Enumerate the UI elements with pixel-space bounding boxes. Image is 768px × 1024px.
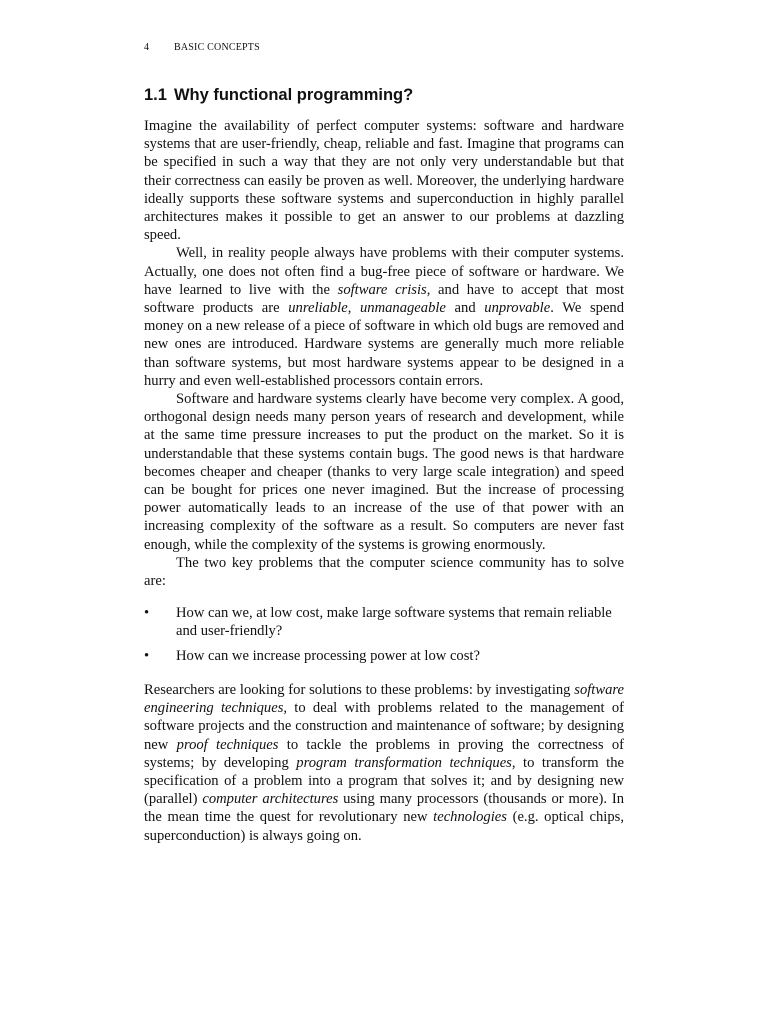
- emphasis-unprovable: unprovable: [484, 300, 551, 317]
- paragraph-5-text-e: using many processors (thousands or more). In the mean time the quest for revolutionary new: [144, 791, 625, 826]
- emphasis-proof-techniques: proof techniques: [176, 736, 279, 753]
- paragraph-5-text-f: (e.g. optical chips, superconduction) is always going on.: [144, 809, 624, 844]
- body-text: [144, 117, 624, 845]
- paragraph-5-text-a: Researchers are looking for solutions to these problems: by investigating: [144, 681, 575, 698]
- emphasis-software-engineering-techniques: software engineering techniques: [144, 681, 624, 717]
- paragraph-2-text-e: . We spend money on a new release of a piece of software in which old bugs are removed and new ones are introduced. Hardware systems are generally much more reliable than software systems, but most hardware systems appear to be designed in a hurry and even well-established processors contain errors.: [144, 300, 625, 389]
- bullet-icon: •: [144, 605, 150, 622]
- emphasis-technologies: technologies: [433, 809, 507, 826]
- paragraph-2-text-a: Well, in reality people always have problems with their computer systems. Actually, one does not often find a bug-free piece of software or hardware. We have learned to live with the: [144, 245, 624, 298]
- list-item-text: How can we, at low cost, make large software systems that remain reliable and user-friendly?: [176, 605, 612, 640]
- bullet-icon: •: [144, 647, 150, 664]
- paragraph-2-text-c: ,: [347, 300, 360, 317]
- list-item-text: How can we increase processing power at low cost?: [176, 647, 480, 664]
- emphasis-software-crisis: software crisis: [337, 281, 427, 298]
- list-item: [144, 647, 624, 665]
- paragraph-5-text-c: to tackle the problems in proving the correctness of systems; by developing: [144, 736, 625, 771]
- paragraph-3: Software and hardware systems clearly have become very complex. A good, orthogonal design needs many person years of research and development, while at the same time pressure increases to put the product on the market. So it is understandable that these systems contain bugs. The good news is that hardware becomes cheaper and cheaper (thanks to very large scale integration) and speed can be bought for prices one never imagined. But the increase of processing power automatically leads to an increase of the use of that power with an increasing complexity of the software as a result. So computers are never fast enough, while the complexity of the systems is growing enormously.: [144, 391, 624, 553]
- paragraph-2: [144, 244, 624, 390]
- list-item: [144, 604, 624, 640]
- running-title: BASIC CONCEPTS: [174, 42, 260, 53]
- paragraph-2-text-d: and: [445, 300, 485, 317]
- page-number: 4: [144, 42, 150, 53]
- paragraph-1: Imagine the availability of perfect computer systems: software and hardware systems that are user-friendly, cheap, reliable and fast. Imagine that programs can be specified in such a way that they are not only very understandable but that their correctness can easily be proven as well. Moreover, the underlying hardware ideally supports these software systems and superconduction in highly parallel architectures makes it possible to get an answer to our problems at dazzling speed.: [144, 118, 624, 244]
- paragraph-2-text-b: , and have to accept that most software products are: [144, 281, 624, 317]
- emphasis-unmanageable: unmanageable: [359, 300, 446, 317]
- section-title-text: Why functional programming?: [173, 86, 414, 104]
- emphasis-unreliable: unreliable: [288, 300, 348, 317]
- section-heading: [144, 86, 413, 105]
- emphasis-program-transformation-techniques: program transformation techniques: [296, 754, 512, 771]
- emphasis-computer-architectures: computer architectures: [202, 791, 339, 808]
- paragraph-5-text-b: , to deal with problems related to the management of software projects and the construction and maintenance of software; by designing new: [144, 700, 624, 753]
- paragraph-5: [144, 681, 624, 845]
- paragraph-5-text-d: , to transform the specification of a problem into a program that solves it; and by designing new (parallel): [144, 754, 624, 808]
- section-number: 1.1: [144, 86, 167, 104]
- running-header: [144, 42, 260, 53]
- bullet-list: [144, 604, 624, 665]
- paragraph-4: The two key problems that the computer science community has to solve are:: [144, 554, 624, 590]
